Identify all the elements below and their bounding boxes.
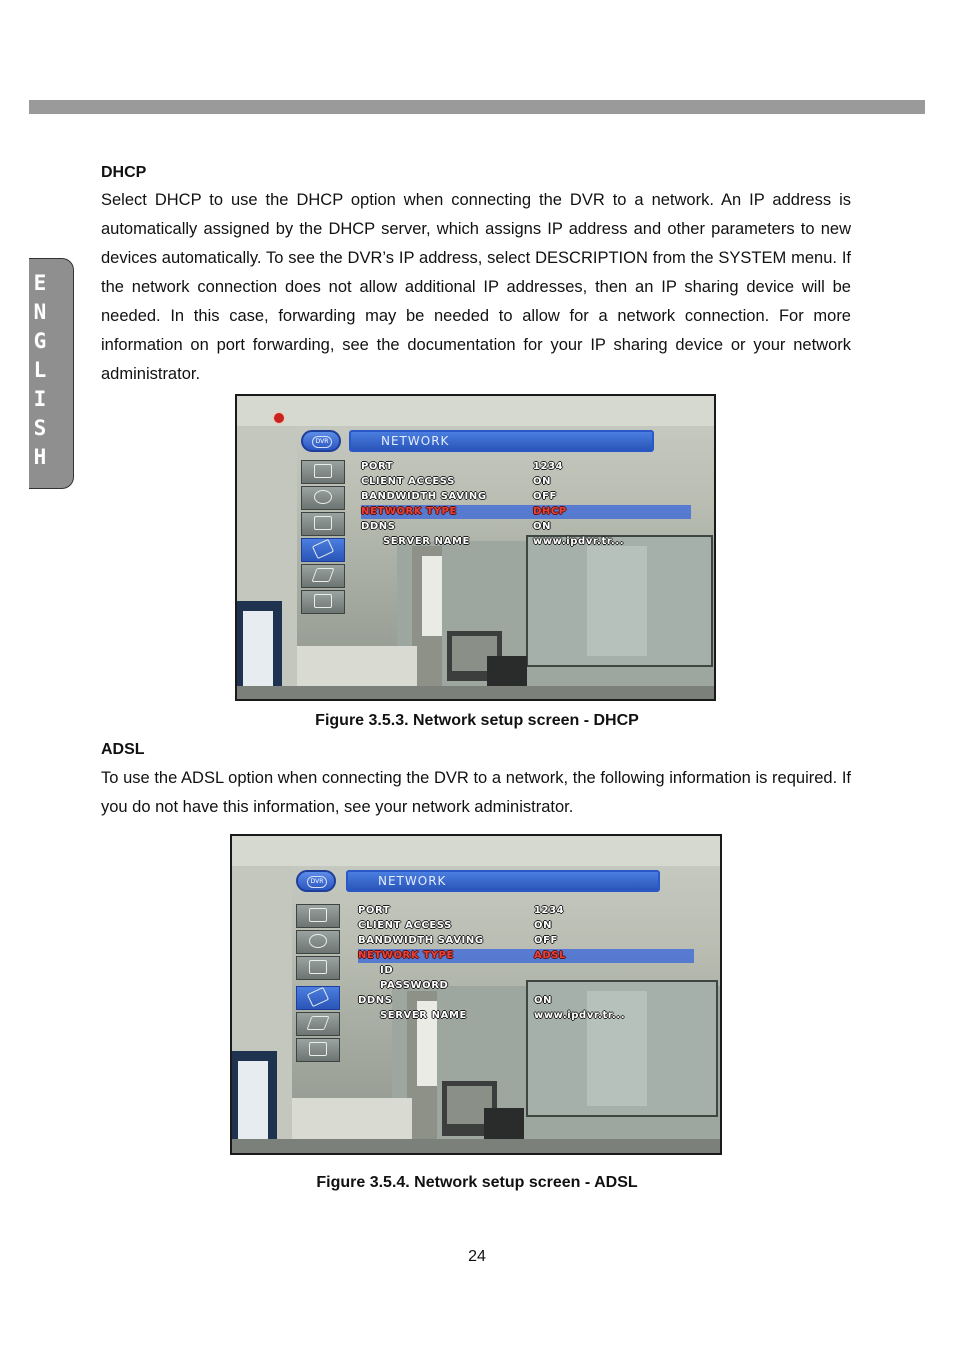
osd-setting-label: BANDWIDTH SAVING <box>361 491 487 502</box>
language-letter: N <box>33 300 47 324</box>
osd-setting-value: DHCP <box>533 506 567 517</box>
record-menu-icon[interactable] <box>296 930 340 954</box>
config-menu-icon[interactable] <box>301 590 345 614</box>
language-letter: G <box>33 329 47 353</box>
osd-setting-row[interactable] <box>358 1009 694 1023</box>
osd-setting-row[interactable] <box>358 904 694 918</box>
record-indicator-icon <box>273 412 285 424</box>
language-letter: S <box>33 416 47 440</box>
osd-setting-value: 1234 <box>533 461 564 472</box>
osd-setting-row[interactable] <box>358 994 694 1008</box>
osd-setting-label: DDNS <box>361 521 396 532</box>
osd-setting-row[interactable] <box>358 964 694 978</box>
dvr-logo-icon <box>301 430 341 452</box>
system-menu-icon[interactable] <box>296 956 340 980</box>
osd-title: NETWORK <box>381 434 450 448</box>
config-menu-icon[interactable] <box>296 1038 340 1062</box>
osd-setting-label: PORT <box>361 461 394 472</box>
osd-title-bar <box>349 430 654 452</box>
record-menu-icon[interactable] <box>301 486 345 510</box>
osd-setting-value: ON <box>533 476 552 487</box>
page-number: 24 <box>468 1248 486 1265</box>
osd-setting-row[interactable] <box>361 475 691 489</box>
osd-setting-label: SERVER NAME <box>383 536 470 547</box>
osd-setting-value: www.ipdvr.tr... <box>533 536 625 547</box>
osd-setting-label: ID <box>380 965 394 976</box>
osd-setting-label: BANDWIDTH SAVING <box>358 935 484 946</box>
osd-setting-value: www.ipdvr.tr... <box>534 1010 626 1021</box>
dvr-logo-icon <box>296 870 336 892</box>
display-menu-icon[interactable] <box>301 460 345 484</box>
osd-setting-row[interactable] <box>361 520 691 534</box>
osd-setting-row[interactable] <box>361 460 691 474</box>
network-menu-icon[interactable] <box>301 538 345 562</box>
network-setup-screenshot-dhcp <box>235 394 716 701</box>
camera-menu-icon[interactable] <box>296 1012 340 1036</box>
osd-setting-row[interactable] <box>361 505 691 519</box>
dvr-logo-text: DVR <box>307 876 327 888</box>
language-letter: I <box>33 387 47 411</box>
osd-setting-label: CLIENT ACCESS <box>361 476 455 487</box>
display-menu-icon[interactable] <box>296 904 340 928</box>
osd-setting-row[interactable] <box>358 979 694 993</box>
language-letter: L <box>33 358 47 382</box>
osd-setting-value: OFF <box>533 491 557 502</box>
header-rule <box>29 100 925 114</box>
osd-setting-value: ON <box>534 920 553 931</box>
osd-setting-value: ON <box>533 521 552 532</box>
osd-setting-row[interactable] <box>361 490 691 504</box>
dhcp-paragraph: Select DHCP to use the DHCP option when connecting the DVR to a network. An IP address is automatically assigned by the DHCP server, which assigns IP address and other parameters to new devices automatically. To see the DVR’s IP address, select DESCRIPTION from the SYSTEM menu. If the network connection does not allow additional IP addresses, then an IP sharing device will be needed. In this case, forwarding may be needed to allow for a network connection. For more information on port forwarding, see the documentation for your IP sharing device or your network administrator. <box>101 191 851 383</box>
osd-setting-label: NETWORK TYPE <box>358 950 454 961</box>
language-letter: H <box>33 445 47 469</box>
language-tab <box>29 258 74 489</box>
osd-setting-label: CLIENT ACCESS <box>358 920 452 931</box>
osd-setting-row[interactable] <box>358 949 694 963</box>
osd-setting-label: DDNS <box>358 995 393 1006</box>
osd-setting-row[interactable] <box>361 535 691 549</box>
osd-setting-value: OFF <box>534 935 558 946</box>
osd-setting-row[interactable] <box>358 919 694 933</box>
osd-setting-value: 1234 <box>534 905 565 916</box>
network-setup-screenshot-adsl <box>230 834 722 1155</box>
network-menu-icon[interactable] <box>296 986 340 1010</box>
osd-setting-label: PASSWORD <box>380 980 449 991</box>
osd-setting-label: PORT <box>358 905 391 916</box>
osd-title-bar <box>346 870 660 892</box>
adsl-heading: ADSL <box>101 741 145 758</box>
adsl-paragraph: To use the ADSL option when connecting the DVR to a network, the following information is required. If you do not have this information, see your network administrator. <box>101 769 851 816</box>
osd-title: NETWORK <box>378 874 447 888</box>
osd-setting-label: NETWORK TYPE <box>361 506 457 517</box>
dvr-logo-text: DVR <box>312 436 332 448</box>
osd-setting-value: ON <box>534 995 553 1006</box>
camera-menu-icon[interactable] <box>301 564 345 588</box>
figure-caption-adsl: Figure 3.5.4. Network setup screen - ADSL <box>316 1174 638 1191</box>
osd-setting-row[interactable] <box>358 934 694 948</box>
osd-setting-value: ADSL <box>534 950 567 961</box>
osd-setting-label: SERVER NAME <box>380 1010 467 1021</box>
figure-caption-dhcp: Figure 3.5.3. Network setup screen - DHCP <box>315 712 639 729</box>
dhcp-heading: DHCP <box>101 164 147 181</box>
language-letter: E <box>33 271 47 295</box>
system-menu-icon[interactable] <box>301 512 345 536</box>
